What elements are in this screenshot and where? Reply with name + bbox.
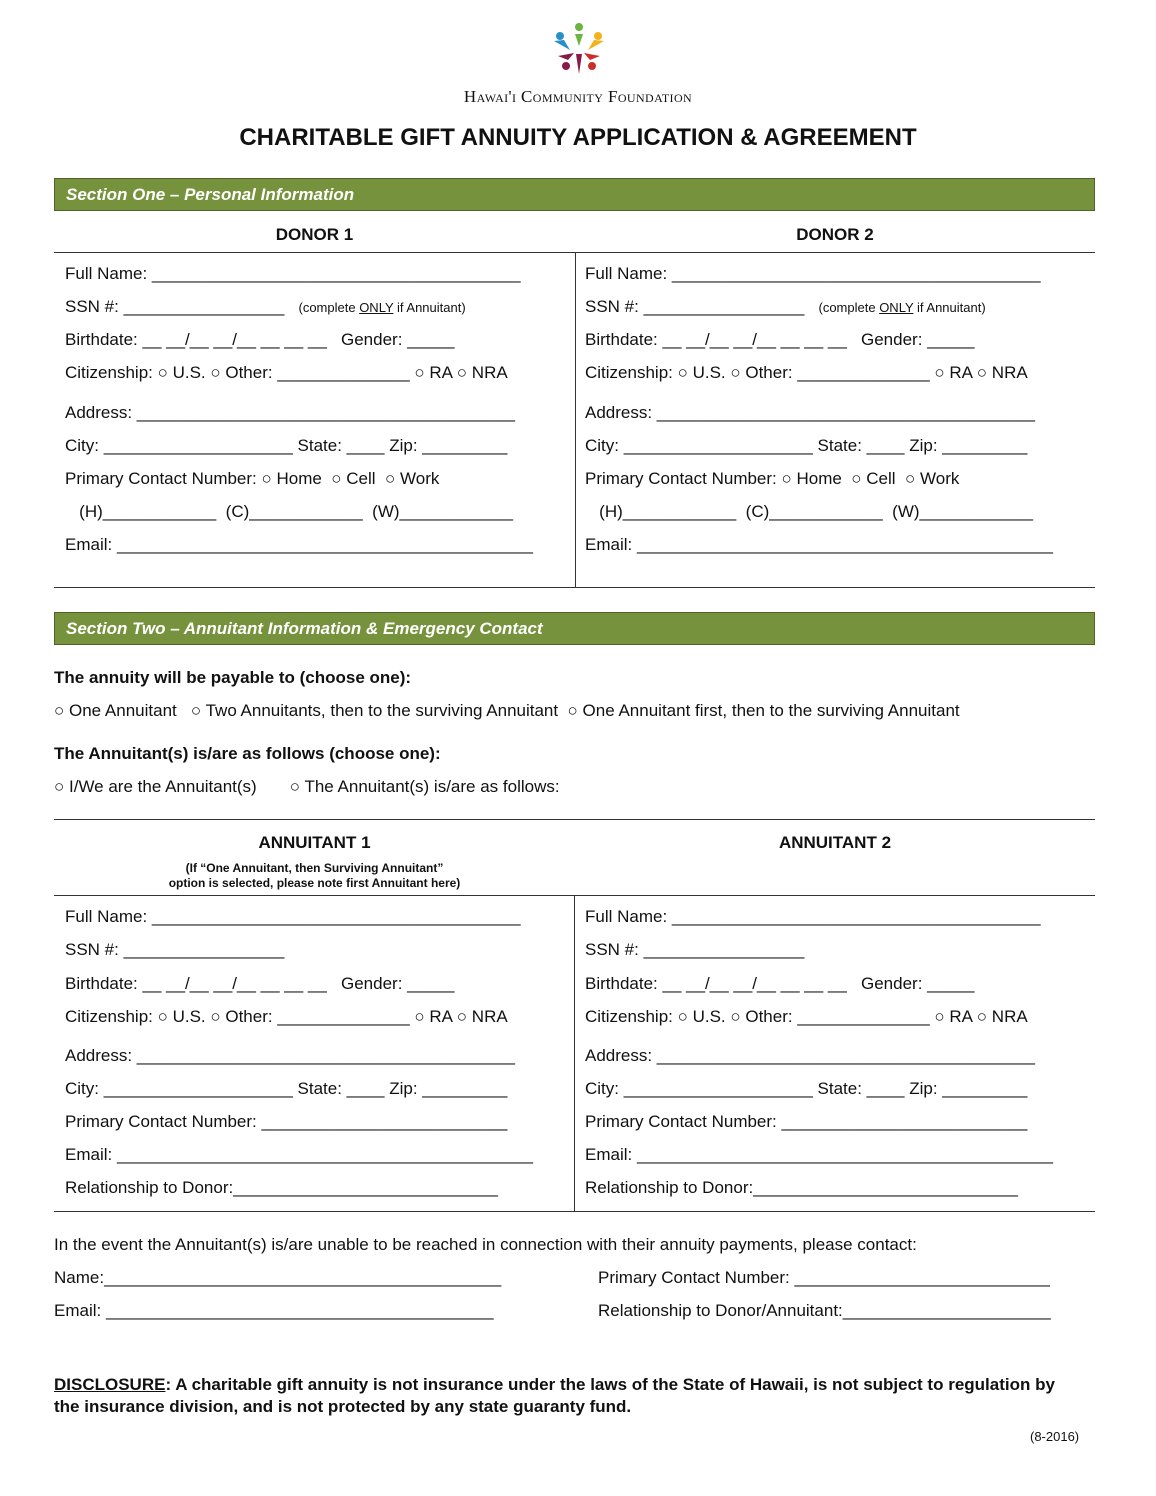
donor2-address-field[interactable]: Address: ________________________________________ xyxy=(585,403,1035,422)
donor1-citizenship-field[interactable]: Citizenship: ○ U.S. ○ Other: ______________ ○ RA ○ NRA xyxy=(65,363,508,382)
disclosure-text: : A charitable gift annuity is not insurance under the laws of the State of Hawaii, is not subject to regulation by the insurance division, and is not protected by any state guaranty fund. xyxy=(54,1375,1055,1416)
payable-heading: The annuity will be payable to (choose one): xyxy=(54,668,412,687)
column-divider xyxy=(574,895,575,1212)
donor2-citizenship-field[interactable]: Citizenship: ○ U.S. ○ Other: ______________ ○ RA ○ NRA xyxy=(585,363,1028,382)
annuitant2-address-field[interactable]: Address: ________________________________________ xyxy=(585,1046,1035,1065)
emergency-name-field[interactable]: Name:__________________________________________ xyxy=(54,1268,502,1287)
annuitant2-birthdate-field[interactable]: Birthdate: __ __/__ __/__ __ __ __ Gender: _____ xyxy=(585,974,975,993)
section-two-header: Section Two – Annuitant Information & Emergency Contact xyxy=(54,612,1095,645)
annuitant1-ssn-field[interactable]: SSN #: _________________ xyxy=(65,940,285,959)
annuitants-heading: The Annuitant(s) is/are as follows (choose one): xyxy=(54,744,441,763)
annuitant1-full-name-field[interactable]: Full Name: _______________________________________ xyxy=(65,907,521,926)
annuitant1-relationship-field[interactable]: Relationship to Donor:____________________________ xyxy=(65,1178,498,1197)
annuitant1-address-field[interactable]: Address: ________________________________________ xyxy=(65,1046,515,1065)
section-one-header: Section One – Personal Information xyxy=(54,178,1095,211)
ssn-label: SSN #: _________________ xyxy=(585,297,805,316)
ssn-note: (complete ONLY if Annuitant) xyxy=(298,300,466,315)
donor2-phone-fields[interactable]: (H)____________ (C)____________ (W)____________ xyxy=(585,502,1033,521)
divider xyxy=(54,1211,1095,1212)
donor2-email-field[interactable]: Email: ____________________________________________ xyxy=(585,535,1053,554)
donor2-birthdate-field[interactable]: Birthdate: __ __/__ __/__ __ __ __ Gender: _____ xyxy=(585,330,975,349)
donor1-phone-fields[interactable]: (H)____________ (C)____________ (W)____________ xyxy=(65,502,513,521)
donor1-ssn-field[interactable] xyxy=(65,297,466,317)
emergency-relationship-field[interactable]: Relationship to Donor/Annuitant:______________________ xyxy=(598,1301,1051,1320)
form-title: CHARITABLE GIFT ANNUITY APPLICATION & AGREEMENT xyxy=(239,124,917,151)
organization-name: Hawai'i Community Foundation xyxy=(463,87,693,106)
annuitant2-ssn-field[interactable]: SSN #: _________________ xyxy=(585,940,805,959)
annuitant2-relationship-field[interactable]: Relationship to Donor:____________________________ xyxy=(585,1178,1018,1197)
divider xyxy=(54,587,1095,588)
ssn-label: SSN #: _________________ xyxy=(65,297,285,316)
annuitant2-email-field[interactable]: Email: ____________________________________________ xyxy=(585,1145,1053,1164)
donor1-city-field[interactable]: City: ____________________ State: ____ Zip: _________ xyxy=(65,436,508,455)
annuitant1-city-field[interactable]: City: ____________________ State: ____ Zip: _________ xyxy=(65,1079,508,1098)
donor2-heading: DONOR 2 xyxy=(796,225,874,244)
emergency-intro: In the event the Annuitant(s) is/are unable to be reached in connection with their annuity payments, please contact: xyxy=(54,1235,917,1254)
annuitant2-city-field[interactable]: City: ____________________ State: ____ Zip: _________ xyxy=(585,1079,1028,1098)
annuitant2-heading: ANNUITANT 2 xyxy=(778,833,892,852)
disclosure-label: DISCLOSURE xyxy=(54,1375,166,1394)
annuitant1-heading: ANNUITANT 1 xyxy=(258,833,371,852)
emergency-email-field[interactable]: Email: _________________________________________ xyxy=(54,1301,494,1320)
revision-date: (8-2016) xyxy=(1030,1429,1080,1444)
donor2-full-name-field[interactable]: Full Name: _______________________________________ xyxy=(585,264,1041,283)
ssn-note: (complete ONLY if Annuitant) xyxy=(818,300,986,315)
annuitant1-contact-field[interactable]: Primary Contact Number: __________________________ xyxy=(65,1112,508,1131)
annuitant2-contact-field[interactable]: Primary Contact Number: __________________________ xyxy=(585,1112,1028,1131)
emergency-contact-field[interactable]: Primary Contact Number: ___________________________ xyxy=(598,1268,1050,1287)
hcf-logo xyxy=(548,22,610,78)
column-divider xyxy=(575,252,576,588)
annuitant1-email-field[interactable]: Email: ____________________________________________ xyxy=(65,1145,533,1164)
annuitants-options[interactable]: ○ I/We are the Annuitant(s) ○ The Annuitant(s) is/are as follows: xyxy=(54,777,560,796)
donor1-contact-type[interactable]: Primary Contact Number: ○ Home ○ Cell ○ Work xyxy=(65,469,440,488)
donor2-contact-type[interactable]: Primary Contact Number: ○ Home ○ Cell ○ Work xyxy=(585,469,960,488)
disclosure xyxy=(54,1374,1064,1418)
annuitant2-full-name-field[interactable]: Full Name: _______________________________________ xyxy=(585,907,1041,926)
donor1-full-name-field[interactable]: Full Name: _______________________________________ xyxy=(65,264,521,283)
donor1-address-field[interactable]: Address: ________________________________________ xyxy=(65,403,515,422)
donor1-birthdate-field[interactable]: Birthdate: __ __/__ __/__ __ __ __ Gender: _____ xyxy=(65,330,455,349)
annuitant2-citizenship-field[interactable]: Citizenship: ○ U.S. ○ Other: ______________ ○ RA ○ NRA xyxy=(585,1007,1028,1026)
annuitant1-birthdate-field[interactable]: Birthdate: __ __/__ __/__ __ __ __ Gender: _____ xyxy=(65,974,455,993)
donor1-email-field[interactable]: Email: ____________________________________________ xyxy=(65,535,533,554)
payable-options[interactable]: ○ One Annuitant ○ Two Annuitants, then to the surviving Annuitant ○ One Annuitant first, then to the surviving Annuitant xyxy=(54,701,960,720)
annuitant1-citizenship-field[interactable]: Citizenship: ○ U.S. ○ Other: ______________ ○ RA ○ NRA xyxy=(65,1007,508,1026)
divider xyxy=(54,819,1095,820)
donor2-city-field[interactable]: City: ____________________ State: ____ Zip: _________ xyxy=(585,436,1028,455)
annuitant1-note: (If “One Annuitant, then Surviving Annuitant” option is selected, please note first Annuitant here) xyxy=(168,861,461,890)
donor2-ssn-field[interactable] xyxy=(585,297,986,317)
donor1-heading: DONOR 1 xyxy=(275,225,354,244)
